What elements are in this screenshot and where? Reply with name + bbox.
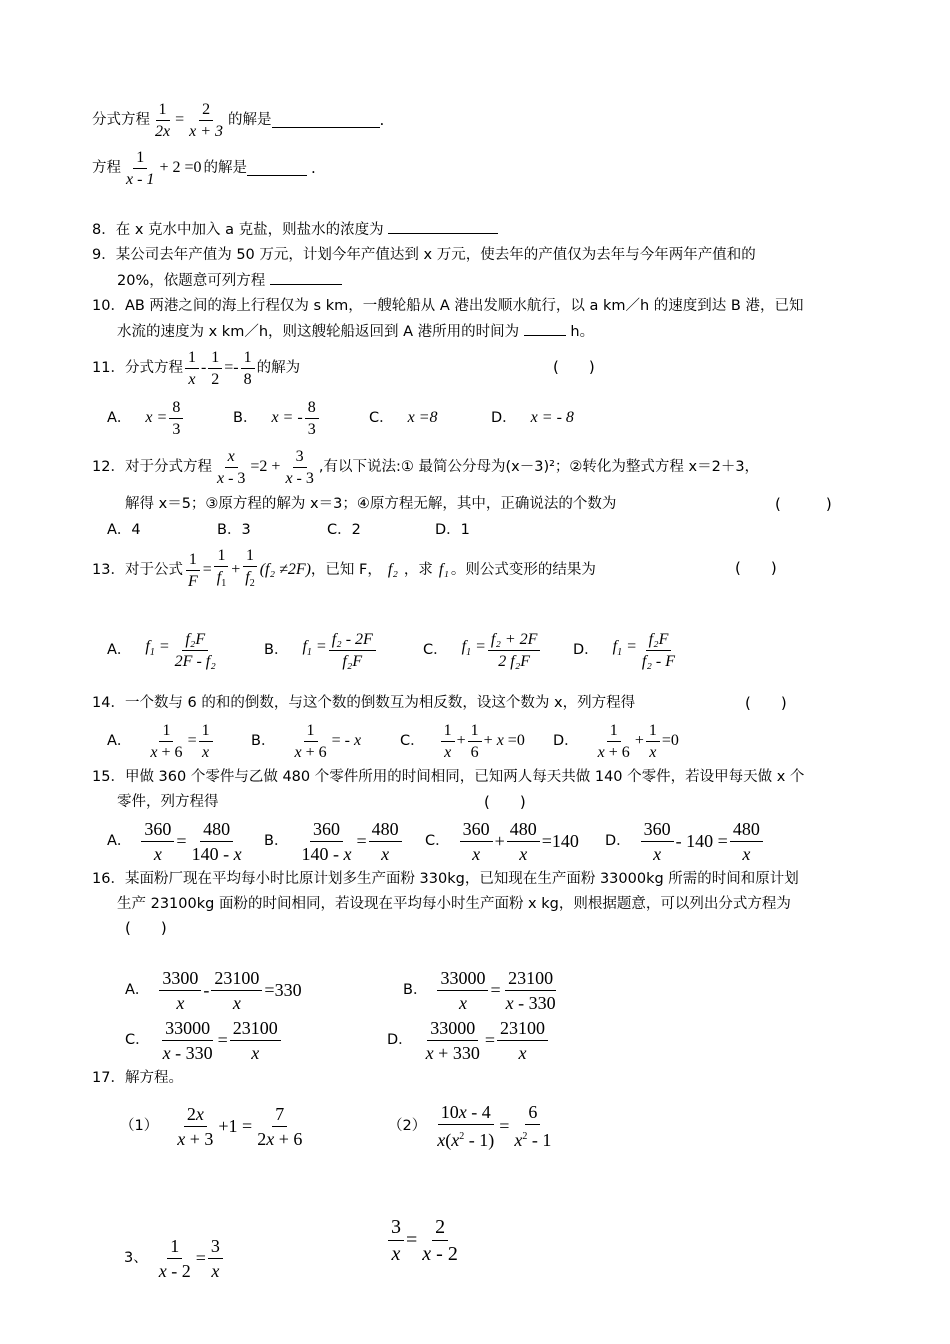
fraction: $\frac{1}{x}$ (199, 721, 213, 762)
fraction: $\frac{33000}{x}$ (437, 967, 488, 1014)
fraction (172, 630, 219, 671)
fraction (214, 546, 229, 593)
option-b (233, 396, 321, 440)
option-label: B． (264, 833, 289, 849)
fraction: $\frac{23100}{x - 330}$ (505, 967, 556, 1013)
q12-statements: ,有以下说法:① 最简公分母为(x－3)²；②转化为整式方程 x＝2＋3， (318, 459, 760, 475)
fraction: $\frac{1}{x + 6}$ (294, 721, 327, 761)
fraction: $\frac{1}{x + 6}$ (150, 721, 183, 761)
option-label: C． (400, 733, 425, 749)
question-16-line-2: 生产 23100kg 面粉的时间相同，若设现在平均每小时生产面粉 x kg，则根据题意，可以列出分式方程为 (117, 896, 791, 912)
option-lhs: $f_1$ = (612, 637, 637, 659)
option-c: C．2 (327, 522, 361, 538)
plus-sign: + (231, 561, 241, 578)
equation-rest: + 2 =0 (159, 159, 202, 176)
option-c: C． $\frac{360}{x}$ + $\frac{480}{x}$ =140 (425, 818, 579, 864)
numerator: 1 (243, 546, 257, 567)
numerator: f₂ - 2F (329, 630, 376, 651)
fraction: $\frac{360}{x}$ (641, 818, 674, 865)
fraction (152, 100, 173, 141)
fraction: $\frac{360}{140 - x}$ (301, 818, 352, 864)
denominator: x + 3 (189, 122, 224, 140)
option-text: x =8 (407, 409, 438, 426)
fraction (208, 348, 222, 389)
option-lhs: x = (145, 409, 168, 426)
option-label: C． (425, 833, 450, 849)
option-b (264, 626, 378, 674)
q9-text: 20%，依题意可列方程 (117, 273, 266, 289)
answer-blank (388, 219, 498, 234)
option-b: B． $\frac{33000}{x}$ = $\frac{23100}{x - 330}$ (403, 966, 561, 1014)
denominator: 2F - f₂ (174, 652, 216, 670)
q8-text: 8．在 x 克水中加入 a 克盐，则盐水的浓度为 (92, 222, 384, 238)
fraction: $\frac{3}{x}$ (388, 1215, 404, 1266)
fraction: $\frac{23100}{x}$ (230, 1017, 281, 1064)
option-label: C． (369, 410, 394, 426)
option-d (573, 626, 680, 674)
q13-options (107, 626, 727, 674)
fraction (488, 630, 541, 671)
equation-mid: =2 + (250, 458, 281, 475)
numerator: f₂F (182, 630, 208, 651)
fraction (305, 398, 319, 439)
fraction (214, 447, 248, 488)
q17-part-1: （1） $\frac{2x}{x + 3}$ +1 = $\frac{7}{2x + 6}$ (120, 1102, 307, 1150)
question-8 (92, 219, 498, 240)
option-a (107, 396, 185, 440)
q-b-prefix: 方程 (92, 160, 121, 176)
option-a: A． $\frac{360}{x}$ = $\frac{480}{140 - x}$ (107, 816, 247, 866)
option-label: D． (491, 410, 517, 426)
denominator: f₂F (342, 652, 363, 670)
question-fractional-equation-2 (92, 146, 316, 190)
numerator: 1 (208, 348, 222, 369)
option-d (491, 396, 574, 440)
fraction (186, 100, 226, 141)
denominator: 2 f₂F (498, 652, 531, 670)
q-a-suffix: 的解是 (228, 112, 272, 128)
option-c: C． $\frac{33000}{x - 330}$ = $\frac{23100}{x}$ (125, 1016, 283, 1064)
fraction: $\frac{6}{x^2 - 1}$ (514, 1102, 552, 1150)
q11-suffix: 的解为 (256, 360, 301, 376)
q17-part-4: $\frac{3}{x}$ = $\frac{2}{x - 2}$ (386, 1214, 463, 1266)
question-9-line-1: 9．某公司去年产值为 50 万元，计划今年产值达到 x 万元，使去年的产值仅为去年与今年两年产值和的 (92, 247, 756, 263)
option-label: A． (107, 410, 132, 426)
numerator: x (225, 447, 238, 468)
fraction: $\frac{480}{x}$ (507, 818, 540, 865)
denominator: x (188, 370, 196, 388)
option-lhs: $f_1$ = (145, 637, 170, 659)
fraction: $\frac{1}{6}$ (468, 721, 482, 762)
fraction (242, 546, 257, 593)
numerator: 8 (169, 398, 183, 419)
question-10-line-1: 10．AB 两港之间的海上行程仅为 s km，一艘轮船从 A 港出发顺水航行，以 a km／h 的速度到达 B 港，已知 (92, 298, 804, 314)
fraction: $\frac{480}{x}$ (369, 818, 402, 865)
fraction (282, 447, 316, 488)
fraction (123, 148, 157, 189)
option-label: C． (125, 1032, 150, 1048)
q11-options (107, 396, 707, 440)
option-d: D． $\frac{1}{x + 6}$ + $\frac{1}{x}$ =0 (553, 721, 679, 761)
denominator: x - 3 (285, 469, 314, 487)
numerator: f₂ + 2F (488, 630, 541, 651)
option-a: A． $\frac{1}{x + 6}$ = $\frac{1}{x}$ (107, 718, 215, 764)
answer-paren: ( ) (125, 919, 167, 937)
option-text: x = - 8 (530, 409, 574, 426)
fraction: $\frac{2}{x - 2}$ (422, 1215, 458, 1265)
option-c (423, 626, 542, 674)
equals-minus: =- (224, 359, 239, 376)
question-9-line-2 (117, 270, 342, 291)
denominator: 2 (211, 370, 220, 388)
q-a-prefix: 分式方程 (92, 112, 150, 128)
denominator: x - 3 (216, 469, 246, 487)
fraction (639, 630, 678, 671)
option-c: C． $\frac{1}{x}$ + $\frac{1}{6}$ + x =0 (400, 721, 525, 761)
denominator: $f_2$ (245, 569, 255, 590)
q11-prefix: 11．分式方程 (92, 360, 183, 376)
option-label: D． (387, 1032, 413, 1048)
option-c (369, 396, 438, 440)
fraction: $\frac{480}{140 - x}$ (191, 818, 242, 864)
option-a: A． $\frac{3300}{x}$ - $\frac{23100}{x}$ =330 (125, 967, 302, 1013)
option-lhs: $f_1$ = (302, 637, 327, 659)
option-b: B． $\frac{1}{x + 6}$ = - x (251, 721, 362, 761)
fraction: $\frac{33000}{x - 330}$ (162, 1017, 213, 1063)
fraction: $\frac{23100}{x}$ (497, 1017, 548, 1064)
question-12-line-1 (92, 446, 759, 488)
numerator: 1 (241, 348, 255, 369)
q12-prefix: 12．对于分式方程 (92, 459, 212, 475)
option-d: D． $\frac{33000}{x + 330}$ = $\frac{23100}{x}$ (387, 1016, 550, 1064)
question-15-line-1: 15．甲做 360 个零件与乙做 480 个零件所用的时间相同，已知两人每天共做 140 个零件，若设甲每天做 x 个 (92, 769, 805, 785)
period: . (379, 111, 385, 129)
option-label: A． (125, 982, 150, 998)
numerator: f₂F (646, 630, 672, 651)
period: . (310, 159, 316, 177)
question-10-line-2 (117, 321, 594, 342)
answer-paren: ( ) (745, 694, 787, 712)
option-label: B． (264, 642, 289, 658)
part-label: （2） (388, 1118, 427, 1134)
option-label: C． (423, 642, 448, 658)
denominator: 2x (155, 122, 171, 140)
fraction (169, 398, 183, 439)
denominator: 8 (243, 370, 252, 388)
option-b: B．3 (217, 522, 251, 538)
q13-prefix: 13．对于公式 (92, 562, 183, 578)
option-b: B． $\frac{360}{140 - x}$ = $\frac{480}{x}$ (264, 816, 404, 866)
option-a: A．4 (107, 522, 141, 538)
fraction: $\frac{360}{x}$ (141, 818, 174, 865)
question-17-title: 17．解方程。 (92, 1070, 183, 1086)
denominator: $f_1$ (216, 569, 227, 590)
option-label: B． (251, 733, 276, 749)
fraction: $\frac{480}{x}$ (730, 818, 763, 865)
option-label: A． (107, 733, 132, 749)
numerator: 3 (293, 447, 307, 468)
denominator: f₂ - F (641, 652, 676, 670)
option-label: D． (605, 833, 631, 849)
option-lhs: $f_1$ = (461, 637, 486, 659)
fraction: $\frac{3300}{x}$ (159, 967, 201, 1014)
fraction: $\frac{1}{x + 6}$ (597, 721, 630, 761)
fraction: $\frac{3}{x}$ (208, 1235, 223, 1282)
option-label: A． (107, 833, 132, 849)
part-label: （1） (120, 1118, 159, 1134)
q-b-suffix: 的解是 (203, 160, 247, 176)
denominator: 3 (172, 420, 181, 438)
fraction: $\frac{2x}{x + 3}$ (177, 1103, 214, 1149)
question-14: 14．一个数与 6 的和的倒数，与这个数的倒数互为相反数，设这个数为 x，列方程得 (92, 695, 636, 711)
numerator: 8 (305, 398, 319, 419)
fraction (241, 348, 255, 389)
fraction: $\frac{7}{2x + 6}$ (257, 1103, 303, 1149)
q13-end: 。则公式变形的结果为 (450, 562, 596, 578)
fraction (185, 550, 201, 591)
numerator: 2 (199, 100, 213, 121)
option-d: D．1 (435, 522, 470, 538)
fraction: $\frac{1}{x}$ (646, 721, 660, 762)
option-label: B． (403, 982, 428, 998)
answer-paren: ( ) (553, 358, 595, 376)
option-label: D． (573, 642, 599, 658)
numerator: 1 (156, 100, 170, 121)
equals-sign: = (175, 111, 185, 128)
question-12-line-2: 解得 x＝5；③原方程的解为 x＝3；④原方程无解，其中，正确说法的个数为 (125, 496, 617, 512)
question-16-line-1: 16．某面粉厂现在平均每小时比原计划多生产面粉 330kg，已知现在生产面粉 33000kg 所需的时间和原计划 (92, 871, 799, 887)
q17-part-2: （2） $\frac{10x - 4}{x(x^2 - 1)}$ = $\frac{6}{x^2 - 1}$ (388, 1102, 556, 1150)
equals-sign: = (202, 561, 212, 578)
fraction (185, 348, 199, 389)
answer-blank (247, 161, 307, 176)
numerator: 1 (133, 148, 147, 169)
q13-ask: ，求 (403, 562, 433, 578)
fraction: $\frac{33000}{x + 330}$ (425, 1017, 480, 1063)
part-label: 3、 (124, 1250, 148, 1266)
question-11 (92, 347, 300, 389)
question-13 (92, 548, 596, 592)
question-fractional-equation-1 (92, 98, 384, 142)
numerator: 1 (185, 348, 199, 369)
denominator: x - 1 (126, 170, 155, 188)
option-a (107, 626, 221, 674)
option-lhs: x = - (271, 409, 303, 426)
variable-f2: f₂ (387, 561, 398, 578)
q10-unit: h。 (570, 324, 595, 340)
answer-blank (524, 321, 566, 336)
condition: (f₂ ≠2F) (259, 561, 311, 578)
q15-options (107, 816, 787, 866)
q13-given: ，已知 F， (310, 562, 382, 578)
fraction (329, 630, 376, 671)
minus-sign: - (200, 359, 207, 376)
denominator: F (187, 572, 198, 590)
q16-options (125, 966, 585, 1070)
fraction: $\frac{10x - 4}{x(x^2 - 1)}$ (437, 1102, 495, 1150)
numerator: 1 (214, 546, 228, 567)
fraction: $\frac{360}{x}$ (460, 818, 493, 865)
question-15-line-2: 零件，列方程得 (117, 794, 219, 810)
answer-paren: ( ) (775, 495, 832, 513)
fraction: $\frac{23100}{x}$ (211, 967, 262, 1014)
option-label: D． (553, 733, 579, 749)
variable-f1: f₁ (438, 561, 449, 578)
option-label: B． (233, 410, 258, 426)
q14-options (107, 718, 727, 764)
denominator: 3 (307, 420, 316, 438)
answer-paren: ( ) (484, 793, 526, 811)
q10-text: 水流的速度为 x km／h，则这艘轮船返回到 A 港所用的时间为 (117, 324, 520, 340)
fraction: $\frac{1}{x - 2}$ (158, 1235, 191, 1281)
fraction: $\frac{1}{x}$ (441, 721, 455, 762)
answer-blank (270, 270, 342, 285)
answer-blank (272, 113, 380, 128)
option-d: D． $\frac{360}{x}$ - 140 = $\frac{480}{x}$ (605, 816, 765, 866)
q17-part-3: 3、 $\frac{1}{x - 2}$ = $\frac{3}{x}$ (124, 1234, 225, 1282)
numerator: 1 (186, 550, 200, 571)
answer-paren: ( ) (735, 559, 777, 577)
option-label: A． (107, 642, 132, 658)
